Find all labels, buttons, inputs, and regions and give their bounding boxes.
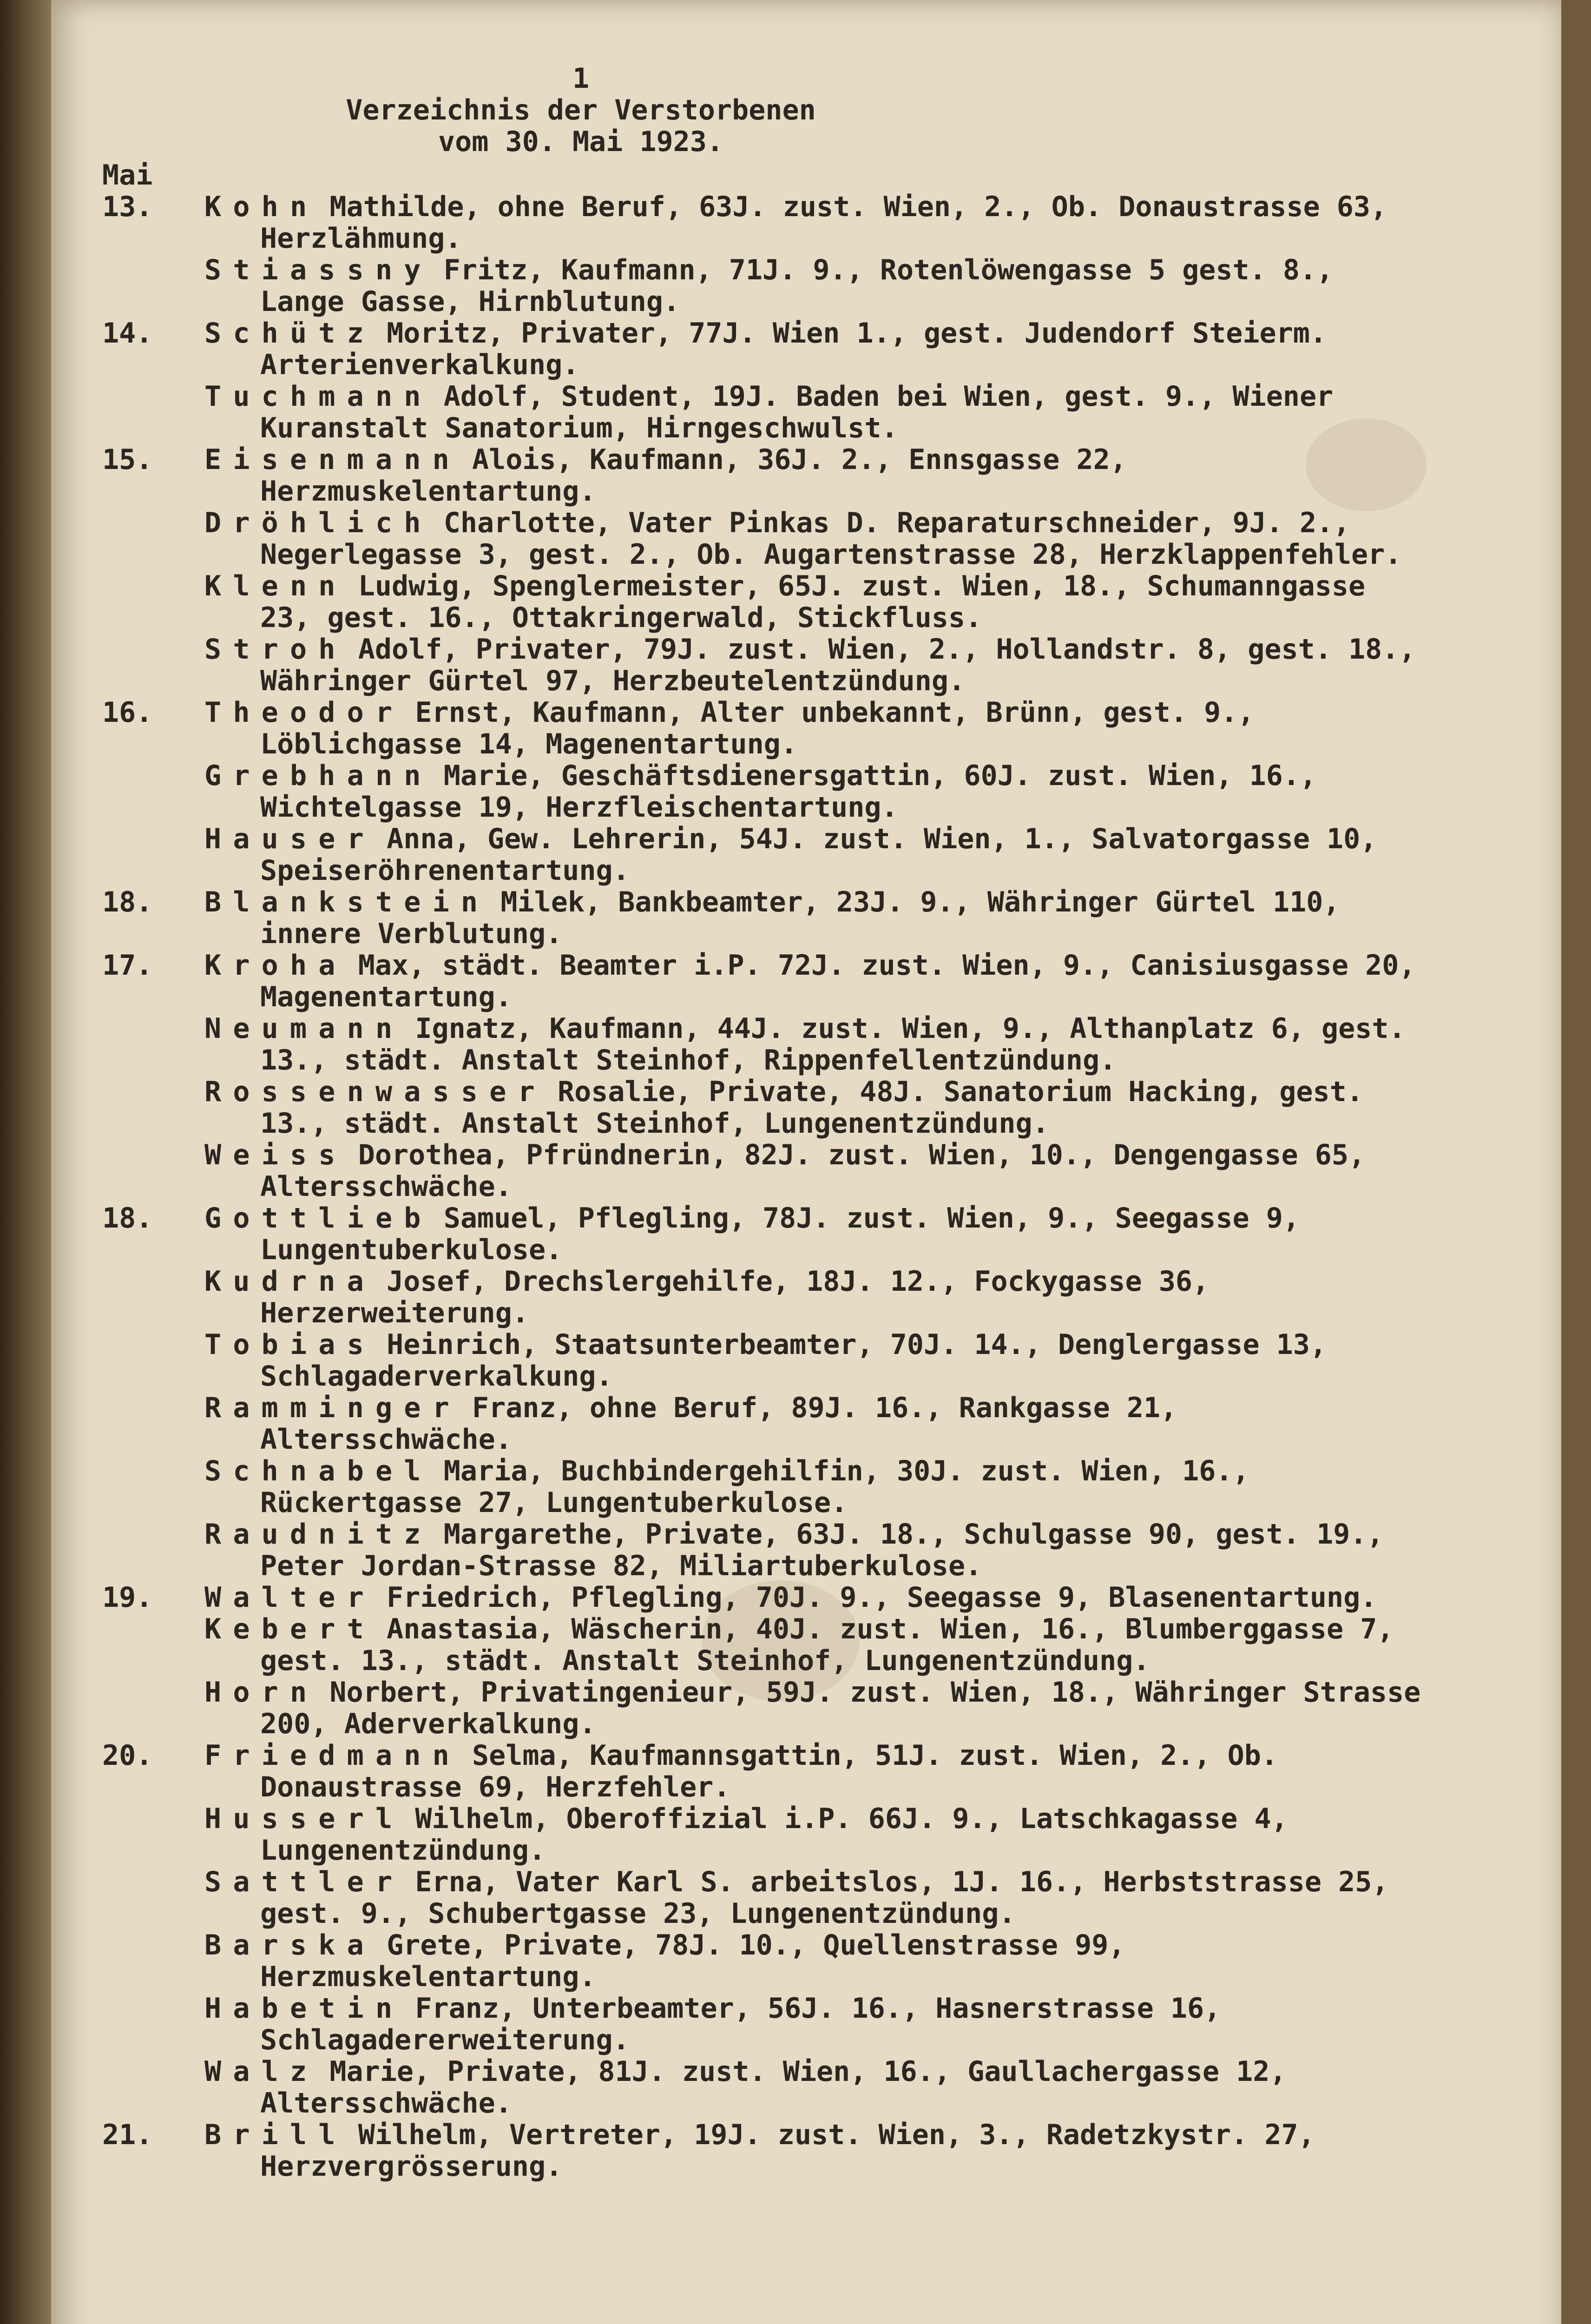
document-date: vom 30. Mai 1923. xyxy=(438,125,724,158)
entry-body xyxy=(204,1455,1422,1519)
entry-body xyxy=(204,1266,1422,1329)
register-entry xyxy=(102,1803,1422,1866)
entry-body xyxy=(204,570,1422,634)
entry-details: Charlotte, Vater Pinkas D. Reparaturschneider, 9J. 2., Negerlegasse 3, gest. 2., Ob. Augartenstrasse 28, Herzklappenfehler. xyxy=(260,507,1402,571)
entry-details: Milek, Bankbeamter, 23J. 9., Währinger Gürtel 110, innere Verblutung. xyxy=(260,886,1340,950)
entry-details: Anna, Gew. Lehrerin, 54J. zust. Wien, 1., Salvatorgasse 10, Speiseröhrenentartung. xyxy=(260,823,1377,887)
entry-details: Wilhelm, Vertreter, 19J. zust. Wien, 3., Radetzkystr. 27, Herzvergrösserung. xyxy=(260,2119,1315,2183)
entry-details: Moritz, Privater, 77J. Wien 1., gest. Judendorf Steierm. Arterienverkalkung. xyxy=(260,317,1327,381)
entry-details: Alois, Kaufmann, 36J. 2., Ennsgasse 22, Herzmuskelentartung. xyxy=(260,443,1127,508)
entry-body xyxy=(204,886,1422,950)
entry-day xyxy=(102,760,204,823)
register-entry xyxy=(102,381,1422,444)
entry-body xyxy=(204,1803,1422,1866)
entry-surname: Grebhann xyxy=(204,759,433,792)
month-label: Mai xyxy=(102,159,153,191)
entry-day xyxy=(102,1329,204,1392)
register-entry xyxy=(102,254,1422,317)
register-entry xyxy=(102,570,1422,634)
entry-details: Franz, Unterbeamter, 56J. 16., Hasnerstrasse 16, Schlagadererweiterung. xyxy=(260,1992,1221,2056)
register-entry xyxy=(102,1139,1422,1202)
entry-details: Selma, Kaufmannsgattin, 51J. zust. Wien, 2., Ob. Donaustrasse 69, Herzfehler. xyxy=(260,1739,1278,1803)
entry-details: Heinrich, Staatsunterbeamter, 70J. 14., Denglergasse 13, Schlagaderverkalkung. xyxy=(260,1328,1327,1393)
entry-surname: Kebert xyxy=(204,1613,375,1645)
register-entry xyxy=(102,1582,1422,1613)
entry-body xyxy=(204,2119,1422,2182)
entry-day: 13. xyxy=(102,191,153,223)
entry-surname: Blankstein xyxy=(204,886,490,918)
entry-details: Erna, Vater Karl S. arbeitslos, 1J. 16., Herbststrasse 25, gest. 9., Schubertgasse 23, Lungenentzündung. xyxy=(260,1866,1389,1930)
entry-body xyxy=(204,1677,1422,1740)
register-entry xyxy=(102,697,1422,760)
entry-body xyxy=(204,1329,1422,1392)
entry-surname: Schnabel xyxy=(204,1455,433,1487)
entry-surname: Tuchmann xyxy=(204,380,433,413)
entry-body xyxy=(204,634,1422,697)
entry-day xyxy=(102,507,204,570)
entry-surname: Schütz xyxy=(204,317,375,350)
entry-body xyxy=(204,697,1422,760)
entry-surname: Barska xyxy=(204,1929,375,1961)
entry-body xyxy=(204,1139,1422,1202)
entry-day xyxy=(102,1455,204,1519)
register-entry xyxy=(102,1329,1422,1392)
entry-day: 15. xyxy=(102,443,153,476)
entry-surname: Kudrna xyxy=(204,1265,375,1298)
entry-day xyxy=(102,570,204,634)
entry-surname: Brill xyxy=(204,2119,347,2151)
register-entry xyxy=(102,1519,1422,1582)
entry-body xyxy=(204,191,1422,254)
entry-surname: Habetin xyxy=(204,1992,404,2025)
entry-details: Anastasia, Wäscherin, 40J. zust. Wien, 16., Blumberggasse 7, gest. 13., städt. Anstalt Steinhof, Lungenentzündung. xyxy=(260,1613,1394,1677)
entry-body xyxy=(204,1613,1422,1677)
entry-day: 17. xyxy=(102,949,153,982)
entry-day xyxy=(102,1866,204,1929)
entry-day xyxy=(102,254,204,317)
entry-body xyxy=(204,1076,1422,1139)
entry-details: Grete, Private, 78J. 10., Quellenstrasse 99, Herzmuskelentartung. xyxy=(260,1929,1125,1993)
entry-surname: Walz xyxy=(204,2055,319,2088)
entry-details: Adolf, Student, 19J. Baden bei Wien, gest. 9., Wiener Kuranstalt Sanatorium, Hirngeschwulst. xyxy=(260,380,1334,444)
entry-body xyxy=(204,1519,1422,1582)
entry-day xyxy=(102,1929,204,1993)
entry-body xyxy=(204,507,1422,570)
entry-body xyxy=(204,444,1422,507)
entry-details: Ludwig, Spenglermeister, 65J. zust. Wien, 18., Schumanngasse 23, gest. 16., Ottakringerwald, Stickfluss. xyxy=(260,570,1366,634)
entry-details: Adolf, Privater, 79J. zust. Wien, 2., Hollandstr. 8, gest. 18., Währinger Gürtel 97, Herzbeutelentzündung. xyxy=(260,633,1416,697)
entry-surname: Gottlieb xyxy=(204,1202,433,1235)
register-entry xyxy=(102,444,1422,507)
entry-body xyxy=(204,823,1422,886)
entry-day: 16. xyxy=(102,696,153,729)
entry-body xyxy=(204,1392,1422,1455)
entry-day xyxy=(102,2056,204,2119)
entry-day xyxy=(102,1392,204,1455)
entry-details: Ignatz, Kaufmann, 44J. zust. Wien, 9., Althanplatz 6, gest. 13., städt. Anstalt Steinhof, Rippenfellentzündung. xyxy=(260,1012,1406,1076)
entry-surname: Neumann xyxy=(204,1012,404,1045)
entry-day: 20. xyxy=(102,1739,153,1772)
entry-surname: Horn xyxy=(204,1676,319,1709)
register-entry xyxy=(102,1013,1422,1076)
entry-surname: Kroha xyxy=(204,949,347,982)
entry-surname: Friedmann xyxy=(204,1739,461,1772)
entry-body xyxy=(204,1013,1422,1076)
entry-day xyxy=(102,634,204,697)
entry-day: 21. xyxy=(102,2119,153,2151)
register-entry xyxy=(102,1929,1422,1993)
entry-surname: Sattler xyxy=(204,1866,404,1898)
entry-day: 19. xyxy=(102,1581,153,1614)
entry-day xyxy=(102,381,204,444)
entry-body xyxy=(204,317,1422,381)
entry-details: Wilhelm, Oberoffizial i.P. 66J. 9., Latschkagasse 4, Lungenentzündung. xyxy=(260,1802,1288,1867)
register-entry xyxy=(102,1266,1422,1329)
entry-surname: Ramminger xyxy=(204,1392,461,1424)
entry-body xyxy=(204,1740,1422,1803)
entry-surname: Stiassny xyxy=(204,254,433,286)
register-entry xyxy=(102,760,1422,823)
entry-details: Rosalie, Private, 48J. Sanatorium Hacking, gest. 13., städt. Anstalt Steinhof, Lungenentzündung. xyxy=(260,1076,1363,1140)
entry-body xyxy=(204,1929,1422,1993)
register-entry xyxy=(102,634,1422,697)
entry-day xyxy=(102,1139,204,1202)
entry-day xyxy=(102,1519,204,1582)
register-entry xyxy=(102,1455,1422,1519)
register-entry xyxy=(102,1993,1422,2056)
entry-day xyxy=(102,1076,204,1139)
register-entry xyxy=(102,823,1422,886)
entry-surname: Weiss xyxy=(204,1139,347,1171)
register-entry xyxy=(102,2056,1422,2119)
entry-body xyxy=(204,1993,1422,2056)
entry-surname: Tobias xyxy=(204,1328,375,1361)
entry-surname: Eisenmann xyxy=(204,443,461,476)
register-entry xyxy=(102,950,1422,1013)
entry-surname: Raudnitz xyxy=(204,1518,433,1551)
entry-body xyxy=(204,1582,1422,1613)
entry-details: Mathilde, ohne Beruf, 63J. zust. Wien, 2., Ob. Donaustrasse 63, Herzlähmung. xyxy=(260,191,1387,255)
register-entry xyxy=(102,1866,1422,1929)
entry-body xyxy=(204,1202,1422,1266)
register-entry xyxy=(102,191,1422,254)
entry-surname: Dröhlich xyxy=(204,507,433,539)
entry-body xyxy=(204,2056,1422,2119)
document-title: Verzeichnis der Verstorbenen xyxy=(346,94,816,126)
register-entry xyxy=(102,1076,1422,1139)
entry-details: Josef, Drechslergehilfe, 18J. 12., Fockygasse 36, Herzerweiterung. xyxy=(260,1265,1210,1329)
entry-day xyxy=(102,1613,204,1677)
entry-day xyxy=(102,1803,204,1866)
entry-day xyxy=(102,1266,204,1329)
document-content xyxy=(102,63,1422,2182)
entry-body xyxy=(204,760,1422,823)
register-entry xyxy=(102,1613,1422,1677)
register-entry xyxy=(102,1202,1422,1266)
book-binding xyxy=(0,0,51,2324)
entry-details: Margarethe, Private, 63J. 18., Schulgasse 90, gest. 19., Peter Jordan-Strasse 82, Miliartuberkulose. xyxy=(260,1518,1384,1582)
page-number: 1 xyxy=(572,62,590,95)
entry-surname: Rossenwasser xyxy=(204,1076,546,1108)
entry-body xyxy=(204,381,1422,444)
entry-details: Ernst, Kaufmann, Alter unbekannt, Brünn, gest. 9., Löblichgasse 14, Magenentartung. xyxy=(260,696,1255,760)
entry-surname: Husserl xyxy=(204,1802,404,1835)
entry-surname: Kohn xyxy=(204,191,319,223)
entry-details: Max, städt. Beamter i.P. 72J. zust. Wien, 9., Canisiusgasse 20, Magenentartung. xyxy=(260,949,1416,1013)
entry-day: 18. xyxy=(102,886,153,918)
entry-body xyxy=(204,254,1422,317)
death-register-list xyxy=(102,191,1422,2182)
register-entry xyxy=(102,1392,1422,1455)
entry-day: 18. xyxy=(102,1202,153,1235)
entry-details: Dorothea, Pfründnerin, 82J. zust. Wien, 10., Dengengasse 65, Altersschwäche. xyxy=(260,1139,1366,1203)
register-entry xyxy=(102,886,1422,950)
entry-details: Marie, Private, 81J. zust. Wien, 16., Gaullachergasse 12, Altersschwäche. xyxy=(260,2055,1287,2119)
entry-details: Maria, Buchbindergehilfin, 30J. zust. Wien, 16., Rückertgasse 27, Lungentuberkulose. xyxy=(260,1455,1249,1519)
register-entry xyxy=(102,507,1422,570)
entry-body xyxy=(204,950,1422,1013)
entry-details: Franz, ohne Beruf, 89J. 16., Rankgasse 21, Altersschwäche. xyxy=(260,1392,1177,1456)
entry-details: Marie, Geschäftsdienersgattin, 60J. zust. Wien, 16., Wichtelgasse 19, Herzfleischentartung. xyxy=(260,759,1317,824)
register-entry xyxy=(102,2119,1422,2182)
register-entry xyxy=(102,317,1422,381)
entry-surname: Stroh xyxy=(204,633,347,666)
entry-day xyxy=(102,823,204,886)
entry-day xyxy=(102,1677,204,1740)
entry-surname: Theodor xyxy=(204,696,404,729)
register-entry xyxy=(102,1677,1422,1740)
entry-details: Fritz, Kaufmann, 71J. 9., Rotenlöwengasse 5 gest. 8., Lange Gasse, Hirnblutung. xyxy=(260,254,1334,318)
entry-surname: Klenn xyxy=(204,570,347,602)
entry-surname: Hauser xyxy=(204,823,375,855)
register-entry xyxy=(102,1740,1422,1803)
entry-day xyxy=(102,1993,204,2056)
entry-details: Norbert, Privatingenieur, 59J. zust. Wien, 18., Währinger Strasse 200, Aderverkalkung. xyxy=(260,1676,1421,1740)
entry-details: Friedrich, Pflegling, 70J. 9., Seegasse 9, Blasenentartung. xyxy=(387,1581,1377,1614)
entry-day: 14. xyxy=(102,317,153,350)
entry-surname: Walter xyxy=(204,1581,375,1614)
entry-body xyxy=(204,1866,1422,1929)
entry-details: Samuel, Pflegling, 78J. zust. Wien, 9., Seegasse 9, Lungentuberkulose. xyxy=(260,1202,1300,1266)
entry-day xyxy=(102,1013,204,1076)
